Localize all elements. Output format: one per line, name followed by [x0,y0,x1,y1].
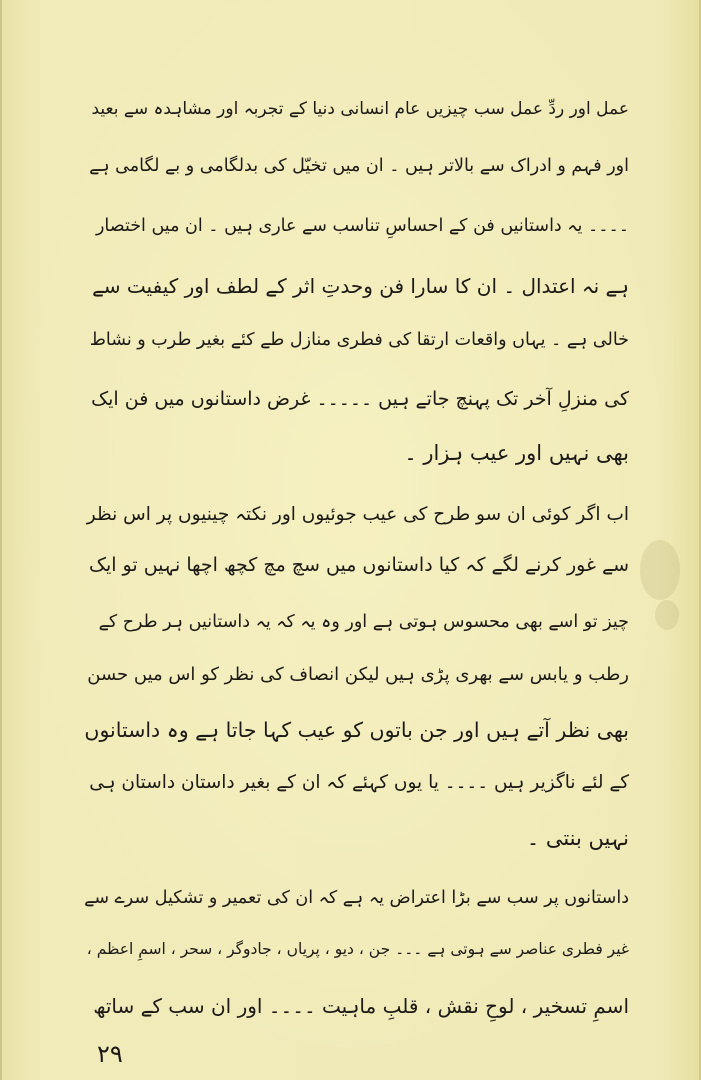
text-line: عمل اور ردِّ عمل سب چیزیں عام انسانی دنیا کے تجربہ اور مشاہدہ سے بعید [91,99,629,119]
paper-stain [640,540,680,600]
text-line: اسمِ تسخیر ، لوحِ نقش ، قلبِ ماہیت ۔۔۔۔ اور ان سب کے ساتھ [93,994,629,1018]
text-line: سے غور کرنے لگے کہ کیا داستانوں میں سچ مچ کچھ اچھا نہیں تو ایک [88,554,629,576]
text-line: بھی نہیں اور عیب ہزار ۔ [404,441,629,465]
paper-stain [655,600,679,630]
text-line: خالی ہے ۔ یہاں واقعات ارتقا کی فطری منازل طے کئے بغیر طرب و نشاط [89,330,629,350]
text-line: داستانوں پر سب سے بڑا اعتراض یہ ہے کہ ان کی تعمیر و تشکیل سرے سے [84,888,629,908]
text-line: بھی نظر آتے ہیں اور جن باتوں کو عیب کہا جاتا ہے وہ داستانوں [84,718,629,742]
text-line: رطب و یابس سے بھری پڑی ہیں لیکن انصاف کی نظر کو اس میں حسن [87,664,629,685]
text-line: اور فہم و ادراک سے بالاتر ہیں ۔ ان میں تخیّل کی بدلگامی و بے لگامی ہے [89,156,629,176]
text-line: کی منزلِ آخر تک پہنچ جاتے ہیں ۔۔۔۔۔ غرض داستانوں میں فن ایک [91,388,629,410]
text-line: غیر فطری عناصر سے ہوتی ہے ۔۔۔ جن ، دیو ، پریاں ، جادوگر ، سحر ، اسمِ اعظم ، [86,940,629,958]
text-line: ۔۔۔۔ یہ داستانیں فن کے احساسِ تناسب سے عاری ہیں ۔ ان میں اختصار [95,216,629,236]
text-line: چیز تو اسے بھی محسوس ہوتی ہے اور وہ یہ کہ یہ داستانیں ہر طرح کے [98,612,629,632]
text-line: نہیں بنتی ۔ [526,826,629,850]
page-number: ۲۹ [97,1040,123,1068]
text-line: کے لئے ناگزیر ہیں ۔۔۔۔ یا یوں کہئے کہ ان کے بغیر داستان داستان ہی [89,772,629,793]
text-line: ہے نہ اعتدال ۔ ان کا سارا فن وحدتِ اثر کے لطف اور کیفیت سے [92,274,629,298]
text-line: اب اگر کوئی ان سو طرح کی عیب جوئیوں اور نکتہ چینیوں پر اس نظر [86,504,629,525]
